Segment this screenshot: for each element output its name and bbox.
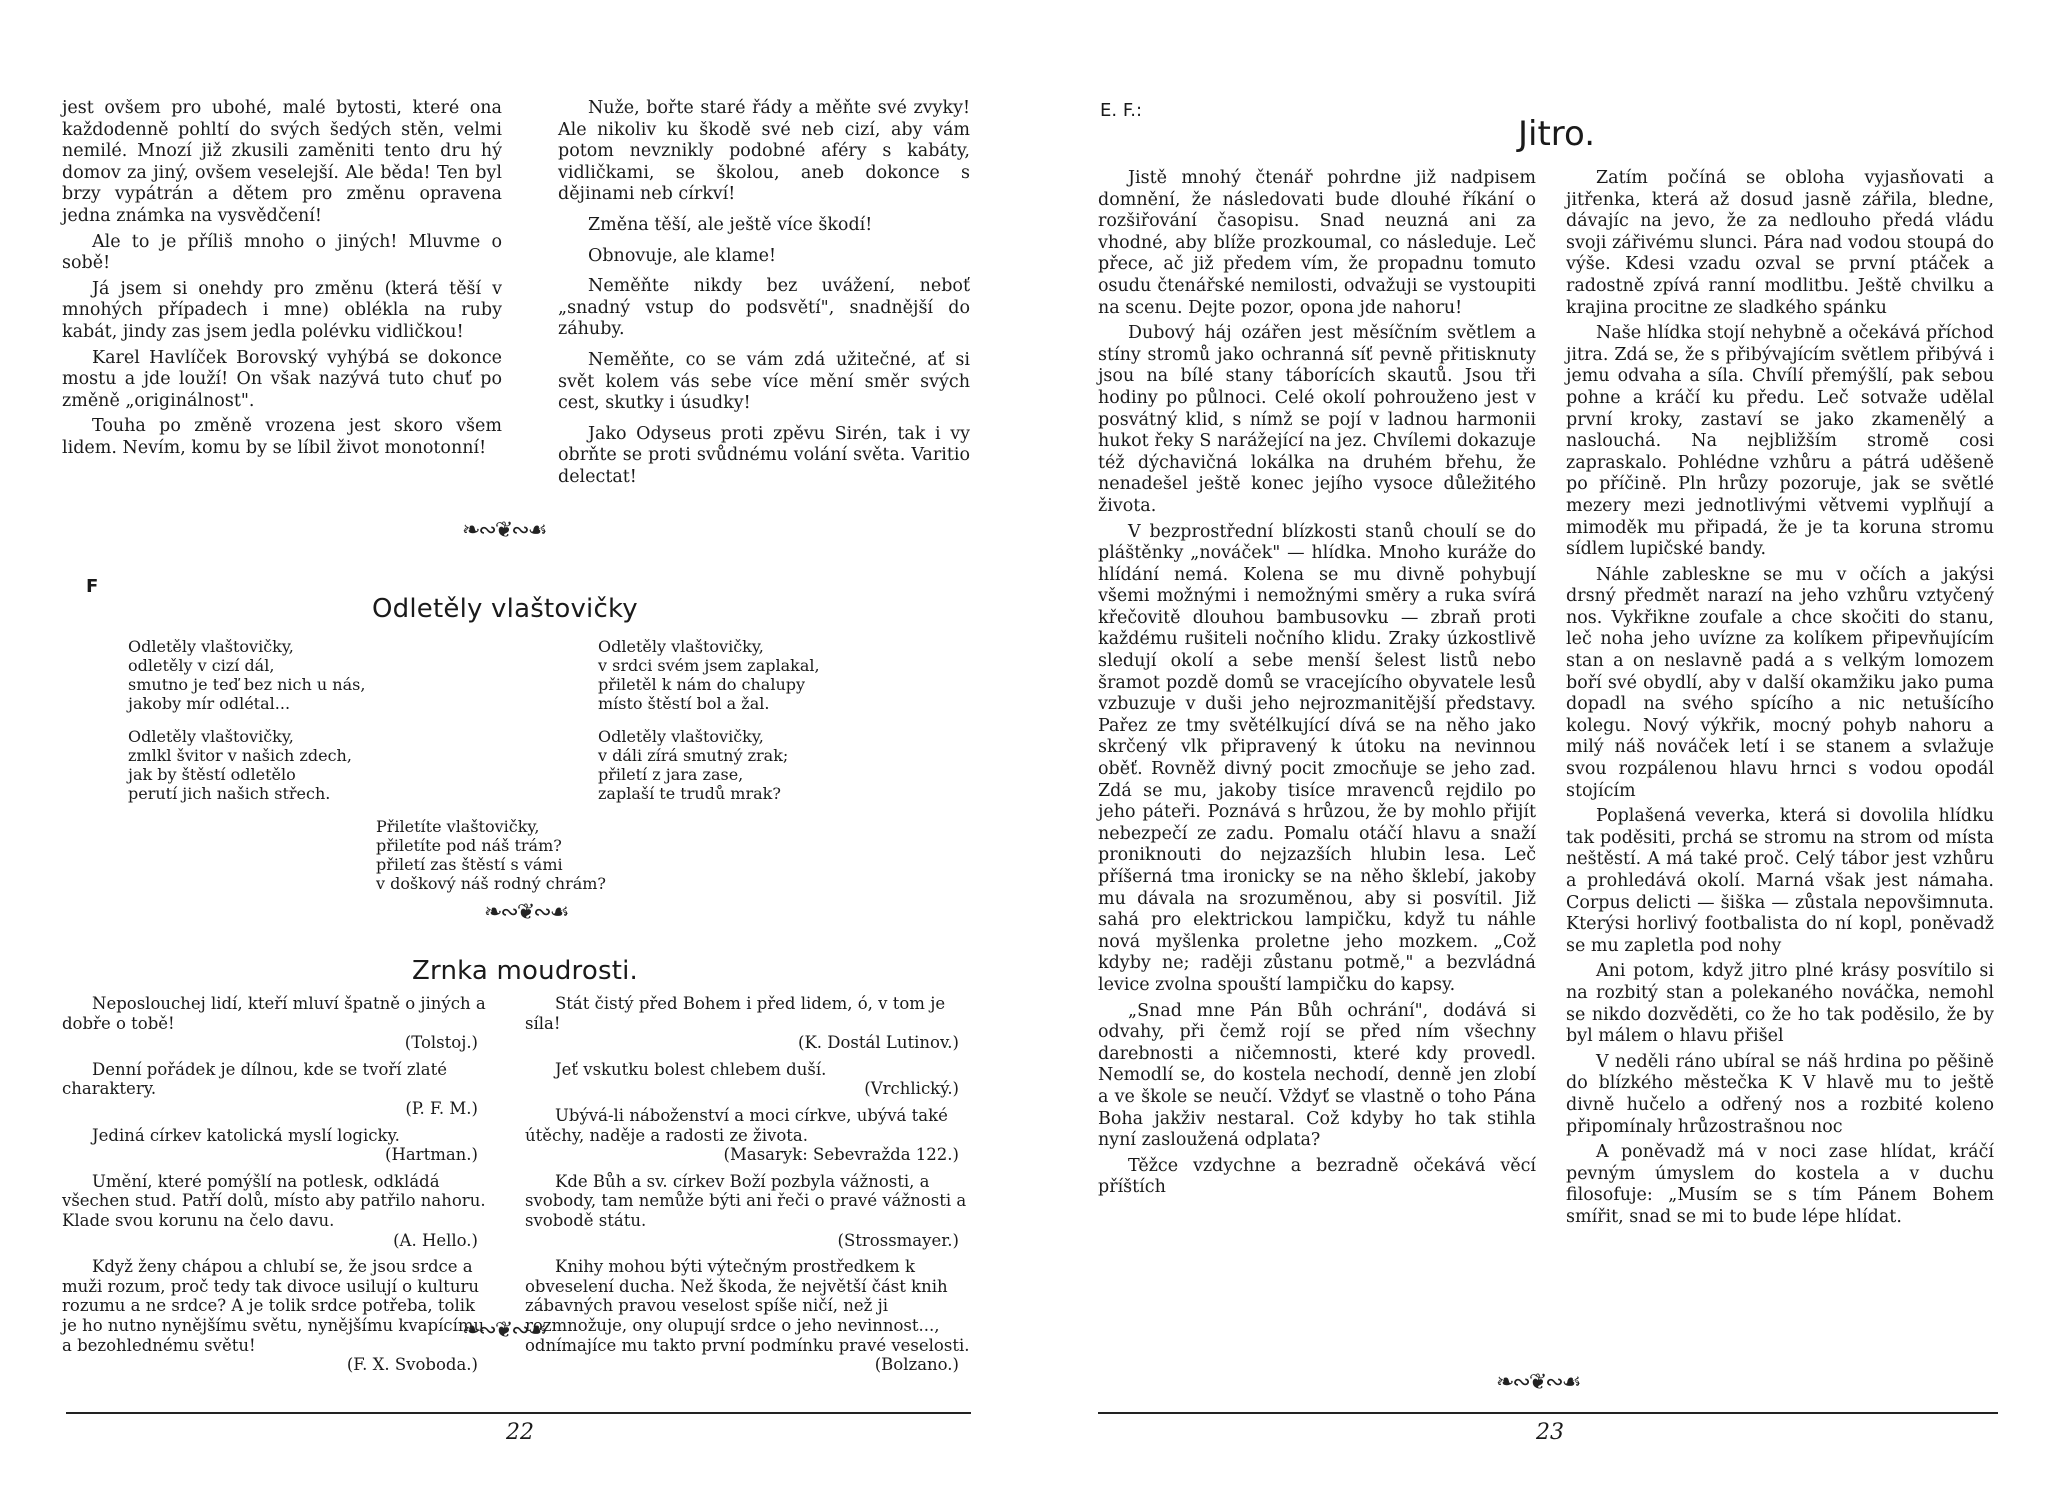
quote-text: Umění, které pomýšlí na potlesk, odkládá všechen stud. Patří dolů, místo aby patřilo nahoru. Klade svou korunu na čelo davu. — [62, 1171, 486, 1230]
wisdom-quote — [62, 1172, 492, 1250]
quote-text: Ubývá-li náboženství a moci církve, ubývá také útěchy, naděje a radosti ze života. — [525, 1105, 948, 1145]
wisdom-quotes-right — [525, 994, 973, 1382]
wisdom-quote — [525, 1257, 973, 1375]
poem-line: přiletíte pod náš trám? — [376, 836, 562, 855]
poem-line: perutí jich našich střech. — [128, 784, 331, 803]
quote-author: (Masaryk: Sebevražda 122.) — [723, 1145, 959, 1165]
wisdom-quote — [525, 994, 973, 1053]
wisdom-quote — [525, 1172, 973, 1250]
quote-author: (Tolstoj.) — [404, 1033, 478, 1053]
left-page-column-1 — [62, 98, 502, 464]
quote-text: Kde Bůh a sv. církev Boží pozbyla vážnosti, a svobody, tam nemůže býti ani řeči o pravé vážnosti a svobodě státu. — [525, 1171, 967, 1230]
paragraph: Já jsem si onehdy pro změnu (která těší v mnohých případech i mne) oblékla na ruby kabát, jindy zas jsem jedla polévku vidličkou! — [62, 278, 502, 342]
quote-text: Denní pořádek je dílnou, kde se tvoří zlaté charaktery. — [62, 1059, 448, 1099]
poem-line: zmlkl švitor v našich zdech, — [128, 746, 352, 765]
quote-author: (Strossmayer.) — [837, 1230, 959, 1250]
right-page-column-1 — [1098, 168, 1536, 1203]
poem-line: v dáli zírá smutný zrak; — [598, 746, 789, 765]
poem-line: Odletěly vlaštovičky, — [598, 727, 764, 746]
poem-line: Přiletíte vlaštovičky, — [376, 817, 540, 836]
poem-line: jakoby mír odlétal... — [128, 694, 291, 713]
quote-text: Jediná církev katolická myslí logicky. — [92, 1125, 400, 1145]
quote-text: Stát čistý před Bohem i před lidem, ó, v tom je síla! — [525, 994, 946, 1033]
paragraph: Touha po změně vrozena jest skoro všem lidem. Nevím, komu by se líbil život monotonní! — [62, 416, 502, 458]
article-title: Jitro. — [1518, 114, 1596, 154]
paragraph: Poplašená veverka, která si dovolila hlídku tak poděsiti, prchá se stromu na strom od místa neštěstí. A má také proč. Celý tábor jest vzhůru a prohledává okolí. Marná však jest námaha. Corpus delicti — šiška — zůstala nepovšimnuta. Kterýsi horlivý footbalista do ní kopl, poněvadž se mu zapletla pod nohy — [1566, 806, 1994, 956]
poem-stanza-2 — [598, 637, 820, 713]
poem-stanza-1 — [128, 637, 365, 713]
paragraph: jest ovšem pro ubohé, malé bytosti, které ona každodenně pohltí do svých šedých stěn, velmi nemilé. Mnozí již zkusili zaměniti tento dru hý domov za jiný, ovšem veselejší. Ale běda! Ten byl brzy vypátrán a dětem pro změnu opravena jedna známka na vysvědčení! — [62, 98, 502, 226]
paragraph: Ale to je příliš mnoho o jiných! Mluvme o sobě! — [62, 231, 502, 274]
quote-author: (A. Hello.) — [393, 1230, 478, 1250]
page-number: 23 — [1536, 1420, 1564, 1445]
quote-text: Knihy mohou býti výtečným prostředkem k obveselení ducha. Než škoda, že největší část knih zábavných pravou veselost spíše ničí, než ji rozmnožuje, ony olupují srdce o jeho nevinnost..., odnímajíce mu takto první podmínku pravé veselosti. — [525, 1257, 970, 1355]
poem-line: v srdci svém jsem zaplakal, — [598, 656, 820, 675]
quote-author: (K. Dostál Lutinov.) — [798, 1033, 959, 1053]
ornament-separator: ❧∾❦∾☙ — [462, 518, 546, 543]
paragraph: Karel Havlíček Borovský vyhýbá se dokonce mostu a jde louží! On však nazývá tuto chuť po změně „originálnost". — [62, 347, 502, 411]
paragraph: A poněvadž má v noci zase hlídat, kráčí pevným úmyslem do kostela a v duchu filosofuje: „Musím se s tím Pánem Bohem smířit, snad se mi to bude lépe hlídat. — [1566, 1142, 1994, 1227]
poem-line: přiletí z jara zase, — [598, 765, 744, 784]
wisdom-quote — [62, 994, 492, 1053]
paragraph: Jako Odyseus proti zpěvu Sirén, tak i vy obrňte se proti svůdnému volání světa. Varitio delectat! — [558, 423, 970, 487]
ornament-separator: ❧∾❦∾☙ — [1496, 1370, 1580, 1395]
page-number: 22 — [506, 1420, 534, 1445]
paragraph: Jistě mnohý čtenář pohrdne již nadpisem domnění, že následovati bude dlouhé říkání o rozšiřování časopisu. Snad neuzná ani za vhodné, aby blíže prozkoumal, co následuje. Leč přece, ač již předem vím, že propadnu tomuto osudu čtenářské nemilosti, odvažuji se vystoupiti na scenu. Dejte pozor, opona jde nahoru! — [1098, 168, 1536, 318]
paragraph: Změna těší, ale ještě více škodí! — [588, 214, 873, 235]
poem-line: Odletěly vlaštovičky, — [128, 727, 294, 746]
wisdom-quote — [525, 1060, 973, 1099]
left-page-column-2 — [558, 98, 970, 498]
paragraph: Neměňte nikdy bez uvážení, neboť „snadný vstup do podsvětí", snadnější do záhuby. — [558, 276, 970, 340]
ornament-separator: ❧∾❦∾☙ — [462, 1318, 546, 1343]
poem-line: Odletěly vlaštovičky, — [598, 637, 764, 656]
wisdom-quote — [62, 1126, 492, 1165]
wisdom-title: Zrnka moudrosti. — [412, 956, 638, 986]
footer-rule — [1098, 1412, 1998, 1414]
quote-author: (P. F. M.) — [405, 1098, 478, 1118]
paragraph: „Snad mne Pán Bůh ochrání", dodává si odvahy, při čemž rojí se před ním všechny darebnosti a ničemnosti, které kdy provedl. Nemodlí se, do kostela nechodí, denně jen zlobí a ve škole se neučí. Vždyť se vlastně o toho Pána Boha jakživ nestaral. Což kdyby ho tak stihla nyní zasloužená odplata? — [1098, 1000, 1536, 1151]
poem-line: místo štěstí bol a žal. — [598, 694, 770, 713]
paragraph: Neměňte, co se vám zdá užitečné, ať si svět kolem vás sebe více mění směr svých cest, skutky i úsudky! — [558, 349, 970, 414]
poem-line: smutno je teď bez nich u nás, — [128, 675, 366, 694]
quote-author: (Vrchlický.) — [864, 1079, 959, 1099]
paragraph: Obnovuje, ale klame! — [588, 245, 776, 266]
paragraph: Těžce vzdychne a bezradně očekává věcí příštích — [1098, 1155, 1536, 1198]
quote-text: Neposlouchej lidí, kteří mluví špatně o jiných a dobře o tobě! — [62, 994, 486, 1033]
right-page-column-2 — [1566, 168, 1994, 1233]
poem-line: Odletěly vlaštovičky, — [128, 637, 294, 656]
quote-text: Jeť vskutku bolest chlebem duší. — [555, 1059, 827, 1079]
footer-rule — [66, 1412, 971, 1414]
paragraph: V neděli ráno ubíral se náš hrdina po pěšině do blízkého městečka K V hlavě mu to ještě divně hučelo a odřený nos a rozbité koleno připomínaly hrůzostrašnou noc — [1566, 1051, 1994, 1137]
paragraph: Dubový háj ozářen jest měsíčním světlem a stíny stromů jako ochranná síť pevně přitisknuty jsou na bílé stany táborících skautů. Jsou tři hodiny po půlnoci. Celé okolí pohrouženo jest v posvátný klid, s nímž se pojí v ladnou harmonii hukot řeky S narážející na jez. Chvílemi dokazuje též dýchavičná lokálka na druhém břehu, že nenadešel ještě konec jejího vysoce důležitého života. — [1098, 323, 1536, 516]
ornament-separator: ❧∾❦∾☙ — [484, 900, 568, 925]
paragraph: Nuže, bořte staré řády a měňte své zvyky! Ale nikoliv ku škodě své neb cizí, aby vám potom nevznikly podobné aféry s kabáty, vidličkami, se školou, aneb dokonce s dějinami neb církví! — [558, 98, 970, 205]
poem-line: odletěly v cizí dál, — [128, 656, 275, 675]
poem-stanza-5 — [376, 817, 606, 893]
poem-stanza-4 — [598, 727, 788, 803]
quote-author: (Bolzano.) — [874, 1355, 959, 1375]
poem-line: zaplaší te trudů mrak? — [598, 784, 781, 803]
poem-line: přiletěl k nám do chalupy — [598, 675, 806, 694]
quote-author: (Hartman.) — [385, 1145, 478, 1165]
paragraph: Ani potom, když jitro plné krásy posvítilo si na rozbitý stan a polekaného nováčka, nemohl se nikdo dozvěděti, co že ho tak poděsilo, že by byl málem o hlavu přišel — [1566, 961, 1994, 1047]
paragraph: Zatím počíná se obloha vyjasňovati a jitřenka, která až dosud jasně zářila, bledne, dávajíc na jevo, že za nedlouho předá vládu svoji zářivému slunci. Pára nad vodou stoupá do výše. Kdesi vzadu ozval se první ptáček a radostně zpívá ranní modlitbu. Ještě chvilku a krajina procitne ze sladkého spánku — [1566, 168, 1994, 318]
wisdom-quote — [525, 1106, 973, 1165]
poem-stanza-3 — [128, 727, 352, 803]
wisdom-quotes-left — [62, 994, 492, 1382]
paragraph: Náhle zableskne se mu v očích a jakýsi drsný předmět narazí na jeho vzhůru vztyčený nos. Vykřikne zoufale a chce skočiti do stanu, leč noha jeho uvízne za kolíkem připevňujícím stan a on neslavně padá a s velkým lomozem boří své obydlí, aby v další okamžiku jako puma dopadl na svého spícího a nic netušícího kolegu. Nový výkřik, mocný pohyb nahoru a milý náš nováček letí i se stanem a svlažuje svou rozpálenou hlavu hrnci s vodou opodál stojícím — [1566, 564, 1994, 801]
quote-text: Když ženy chápou a chlubí se, že jsou srdce a muži rozum, proč tedy tak divoce usilují o kulturu rozumu a ne srdce? A je tolik srdce potřeba, tolik je ho nutno nynějšímu světu, nynějšímu kvapícímu a bezohlednému světu! — [62, 1257, 485, 1355]
article-author: E. F.: — [1100, 100, 1143, 121]
paragraph: V bezprostřední blízkosti stanů choulí se do pláštěnky „nováček" — hlídka. Mnoho kuráže do hlídání nemá. Kolena se mu divně pohybují všemi možnými i nemožnými směry a ruka svírá křečovitě dlouhou bambusovku — zbraň proti každému rušiteli nočního klidu. Zraky úzkostlivě sledují okolí a sebe menší šelest listů nebo šramot pozdě domů se vracejícího obyvatele lesů vzbuzuje v duši jeho nejrozmanitější představy. Pařez ze tmy světélkující dívá se na něho jako skrčený vlk připravený k útoku na nevinnou oběť. Rovněž divný pocit zmocňuje se jeho zad. Zdá se mu, jakoby tisíce mravenců rejdilo po jeho páteři. Poznává s hrůzou, že by mohlo přijít nebezpečí ze zadu. Pomalu otáčí hlavu a snaží proniknouti do nejzazších hlubin lesa. Leč příšerná tma ironicky se na něho šklebí, jakoby mu dávala na srozuměnou, aby si posvítil. Již sahá pro elektrickou lampičku, když tu náhle nová myšlenka proletne jeho mozkem. „Což kdyby ne; raději zůstanu potmě," a bezvládná levice zvolna spouští lampičku do kapsy. — [1098, 521, 1536, 995]
poem-title: Odletěly vlaštovičky — [372, 594, 638, 624]
wisdom-quote — [62, 1257, 492, 1375]
author-initial: F — [86, 576, 99, 597]
wisdom-quote — [62, 1060, 492, 1119]
quote-author: (F. X. Svoboda.) — [346, 1355, 478, 1375]
poem-line: jak by štěstí odletělo — [128, 765, 296, 784]
paragraph: Naše hlídka stojí nehybně a očekává příchod jitra. Zdá se, že s přibývajícím světlem přibývá i jemu odvaha a síla. Chvílí přemýšlí, pak sebou pohne a kráčí ku předu. Leč sotvaže udělal první kroky, zastaví se jako zkamenělý a naslouchá. Na nejbližším stromě cosi zapraskalo. Pohlédne vzhůru a pátrá uděšeně po příčině. Pln hrůzy pozoruje, jak se světlé mezery mezi jednotlivými větvemi vyplňují a mimoděk mu připadá, že je ta koruna stromu sídlem lupičské bandy. — [1566, 323, 1994, 560]
poem-line: přiletí zas štěstí s vámi — [376, 855, 563, 874]
poem-line: v doškový náš rodný chrám? — [376, 874, 606, 893]
